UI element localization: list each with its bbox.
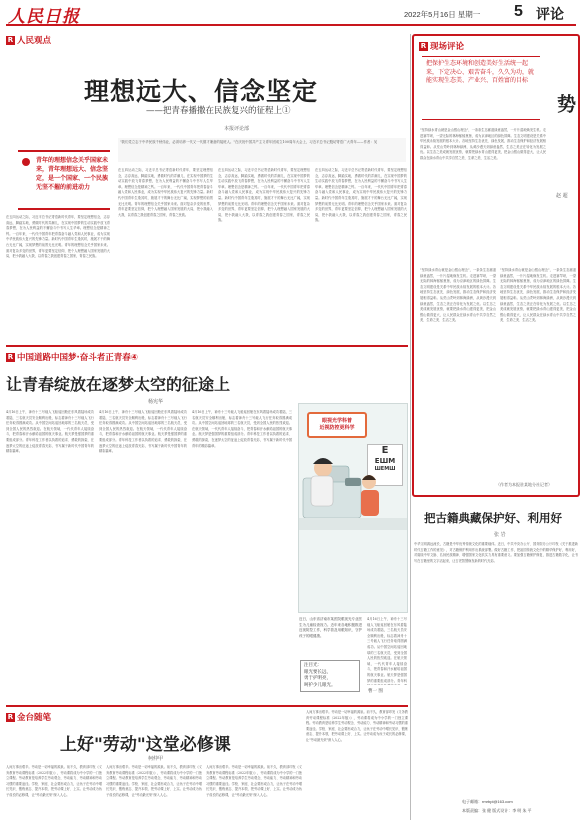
ancient-books-title: 把古籍典藏保护好、利用好 (424, 511, 562, 525)
illustration-sign-line2: 近视防控更科学 (319, 425, 355, 431)
people-view-body-col3: 在五四运动之际，习近平总书记寄语新时代青年，要坚定理想信念，志存高远，脚踏实地，勇做时代的弄潮儿，在实现中国梦的生动实践中放飞青春梦想，在为人民利益的不懈奋斗中书写人生华章。理想信念是精神之钙。一百年来，一代代中国青年把青春奋斗融入党和人民事业，成为实现中华民族伟大复兴的先锋力量。新时代中国青年生逢其时，施展才干的舞台无比广阔，实现梦想的前景无比光明。青年的理想信念关乎国家未来。面对复杂多变的世界，青年更要坚定信仰，把个人理想融入国家发展的大局，把小我融入大我，以青春之我创建青春之国家，青春之民族。 (218, 168, 310, 223)
observation-body-col2: "坚持绿水青山就是金山银山理念"，一条条生态廊道绿意盎然，一片片湿地焕发生机。走进塞罕坝，一望无际的林海郁郁葱葱，成为京津地区的绿色屏障。生态文明建设是关系中华民族永续发展的根本大计。各地坚持生态优先、绿色发展，推动生态保护和经济发展相得益彰。从荒山秃岭到林海绿洲，从黄沙漫天到绿意盎然，生态之美正在转化为发展之优。以生态之美成就发展优势，就要把绿水青山建得更美，把金山银山做得更大，让人民群众在绿水青山中共享自然之美、生命之美、生活之美。 (500, 268, 576, 323)
observation-tag (419, 40, 464, 52)
eye-exam-scene-icon (299, 438, 408, 530)
people-view-subtitle: ——把青春播撒在民族复兴的征程上① (146, 106, 291, 116)
illustration-eye-exam (298, 403, 408, 613)
poem-line-1: 注目光： (304, 663, 322, 668)
golden-pen-title: 上好"劳动"这堂必修课 (60, 735, 231, 755)
people-view-body-col1: 在五四运动之际，习近平总书记寄语新时代青年，要坚定理想信念，志存高远，脚踏实地，勇做时代的弄潮儿，在实现中国梦的生动实践中放飞青春梦想，在为人民利益的不懈奋斗中书写人生华章。理想信念是精神之钙。一百年来，一代代中国青年把青春奋斗融入党和人民事业，成为实现中华民族伟大复兴的先锋力量。新时代中国青年生逢其时，施展才干的舞台无比广阔，实现梦想的前景无比光明。青年的理想信念关乎国家未来。面对复杂多变的世界，青年更要坚定信仰，把个人理想融入国家发展的大局，把小我融入大我，以青春之我创建青春之国家，青春之民族。 (6, 215, 110, 259)
ancient-books-body: 中华文明源远流长，古籍是中华优秀传统文化的重要载体。近日，中共中央办公厅、国务院办公厅印发《关于推进新时代古籍工作的意见》，对古籍保护利用作出系统部署。做好古籍工作，把祖国传统文化中的精华保护好，利用好，对赓续中华文脉、弘扬民族精神、增强国家文化软实力具有重要意义。要加强古籍保护修复，推进古籍数字化，让书写在古籍里的文字活起来，让古老智慧焕发新的时代光彩。 (414, 542, 578, 563)
china-path-body-col1: 4月16日上午，神舟十三号载人飞船返回舱在东风着陆场成功着陆，三名航天员安全顺利出舱，标志着神舟十三号载人飞行任务取得圆满成功。从中国空间站返回地球的三名航天员，受到全国人民的热烈欢迎。在航天领域，一代代青年人接续奋斗，把青春和汗水献给祖国的航天事业。航天梦是强国梦的重要组成部分。青年科技工作者以执着的追求、勇敢的探索，在逐梦太空的征途上绽放青春光彩，书写属于新时代中国青年的精彩篇章。 (6, 410, 94, 454)
observation-footer: （作者为本报驻某地分社记者） (496, 482, 552, 487)
column-divider (410, 34, 411, 820)
section-divider (6, 345, 408, 347)
eye-chart-row1: E (381, 445, 389, 456)
golden-pen-tag-label: 金台随笔 (17, 713, 52, 723)
illustrator-credit: 曹一 图 (368, 689, 383, 694)
golden-pen-tag (6, 711, 51, 723)
china-path-body-col2: 4月16日上午，神舟十三号载人飞船返回舱在东风着陆场成功着陆，三名航天员安全顺利出舱，标志着神舟十三号载人飞行任务取得圆满成功。从中国空间站返回地球的三名航天员，受到全国人民的热烈欢迎。在航天领域，一代代青年人接续奋斗，把青春和汗水献给祖国的航天事业。航天梦是强国梦的重要组成部分。青年科技工作者以执着的追求、勇敢的探索，在逐梦太空的征途上绽放青春光彩，书写属于新时代中国青年的精彩篇章。 (99, 410, 187, 454)
china-path-tag-label: 中国道路中国梦·奋斗者正青春④ (17, 353, 138, 363)
illustration-poem (300, 660, 360, 692)
illustration-sign-line1: 眼视光学科普 (321, 418, 352, 424)
golden-pen-body-col4: 人间万事出艰辛。劳动是一切幸福的源泉。前不久，教育部印发《义务教育劳动课程标准（2022年版）》，劳动课将成为中小学的一门独立课程。劳动教育是培养学生劳动观念、劳动能力、劳动精神和劳动习惯的重要途径。学校、家庭、社会要形成合力，让孩子在劳动中增长见识、锻炼意志、提升本领，把劳动课上好、上实。让劳动成为孩子成长的必修课，让"劳动最光荣"深入人心。 (306, 710, 408, 742)
observation-tag-letter: R (420, 42, 427, 50)
ancient-books-byline: 张 岩 (494, 532, 506, 538)
poem-line-2: 眼光要长远， (304, 669, 331, 675)
observation-box (412, 34, 580, 497)
china-path-tag-letter: R (7, 353, 14, 361)
section-name: 评论 (536, 7, 564, 23)
golden-pen-body-col2: 人间万事出艰辛。劳动是一切幸福的源泉。前不久，教育部印发《义务教育劳动课程标准（2022年版）》，劳动课将成为中小学的一门独立课程。劳动教育是培养学生劳动观念、劳动能力、劳动精神和劳动习惯的重要途径。学校、家庭、社会要形成合力，让孩子在劳动中增长见识、锻炼意志、提升本领，把劳动课上好、上实。让劳动成为孩子成长的必修课，让"劳动最光荣"深入人心。 (106, 765, 202, 797)
poem-line-4: 呵护少儿眼光。 (304, 682, 336, 688)
people-view-tag-letter: R (7, 36, 14, 44)
observation-vertical-title: 势 (554, 94, 576, 115)
people-view-body-col2: 在五四运动之际，习近平总书记寄语新时代青年，要坚定理想信念，志存高远，脚踏实地，勇做时代的弄潮儿，在实现中国梦的生动实践中放飞青春梦想，在为人民利益的不懈奋斗中书写人生华章。理想信念是精神之钙。一百年来，一代代中国青年把青春奋斗融入党和人民事业，成为实现中华民族伟大复兴的先锋力量。新时代中国青年生逢其时，施展才干的舞台无比广阔，实现梦想的前景无比光明。青年的理想信念关乎国家未来。面对复杂多变的世界，青年更要坚定信仰，把个人理想融入国家发展的大局，把小我融入大我，以青春之我创建青春之国家，青春之民族。 (118, 168, 213, 217)
newspaper-logo: 人民日报 (8, 7, 80, 27)
illustration-caption: 近日，山东省济南市某医院眼视光专业医生为儿童检查视力。近年来各地积极推进近视防控工作，科学普及用眼知识，守护孩子的眼健康。 (299, 617, 362, 638)
people-view-body-col4: 在五四运动之际，习近平总书记寄语新时代青年，要坚定理想信念，志存高远，脚踏实地，勇做时代的弄潮儿，在实现中国梦的生动实践中放飞青春梦想，在为人民利益的不懈奋斗中书写人生华章。理想信念是精神之钙。一百年来，一代代中国青年把青春奋斗融入党和人民事业，成为实现中华民族伟大复兴的先锋力量。新时代中国青年生逢其时，施展才干的舞台无比广阔，实现梦想的前景无比光明。青年的理想信念关乎国家未来。面对复杂多变的世界，青年更要坚定信仰，把个人理想融入国家发展的大局，把小我融入大我，以青春之我创建青春之国家，青春之民族。 (315, 168, 407, 223)
china-path-body-col3: 4月16日上午，神舟十三号载人飞船返回舱在东风着陆场成功着陆，三名航天员安全顺利出舱，标志着神舟十三号载人飞行任务取得圆满成功。从中国空间站返回地球的三名航天员，受到全国人民的热烈欢迎。在航天领域，一代代青年人接续奋斗，把青春和汗水献给祖国的航天事业。航天梦是强国梦的重要组成部分。青年科技工作者以执着的追求、勇敢的探索，在逐梦太空的征途上绽放青春光彩，书写属于新时代中国青年的精彩篇章。 (192, 410, 292, 448)
people-view-pull-quote: 青年的理想信念关乎国家未来，青年理想远大、信念坚定，是一个国家、一个民族无坚不摧的前进动力 (36, 157, 109, 191)
poem-line-3: 勇于护明亮， (304, 676, 331, 681)
china-path-body-col4: 4月16日上午，神舟十三号载人飞船返回舱在东风着陆场成功着陆，三名航天员安全顺利出舱，标志着神舟十三号载人飞行任务取得圆满成功。从中国空间站返回地球的三名航天员，受到全国人民的热烈欢迎。在航天领域，一代代青年人接续奋斗，把青春和汗水献给祖国的航天事业。航天梦是强国梦的重要组成部分。青年科 (367, 617, 407, 683)
golden-pen-tag-letter: R (7, 713, 14, 721)
issue-date: 2022年5月16日 星期一 (404, 10, 481, 19)
golden-pen-body-col1: 人间万事出艰辛。劳动是一切幸福的源泉。前不久，教育部印发《义务教育劳动课程标准（2022年版）》，劳动课将成为中小学的一门独立课程。劳动教育是培养学生劳动观念、劳动能力、劳动精神和劳动习惯的重要途径。学校、家庭、社会要形成合力，让孩子在劳动中增长见识、锻炼意志、提升本领，把劳动课上好、上实。让劳动成为孩子成长的必修课，让"劳动最光荣"深入人心。 (6, 765, 102, 797)
china-path-byline: 杨宪华 (148, 399, 164, 405)
china-path-tag (6, 351, 138, 363)
observation-pull-quote: 把保护生态环境和创造美好生活统一起来，下定决心、艰苦奋斗，久久为功，就能实现生态美、产业兴、百姓富的目标 (422, 56, 540, 120)
golden-pen-body-col3: 人间万事出艰辛。劳动是一切幸福的源泉。前不久，教育部印发《义务教育劳动课程标准（2022年版）》，劳动课将成为中小学的一门独立课程。劳动教育是培养学生劳动观念、劳动能力、劳动精神和劳动习惯的重要途径。学校、家庭、社会要形成合力，让孩子在劳动中增长见识、锻炼意志、提升本领，把劳动课上好、上实。让劳动成为孩子成长的必修课，让"劳动最光荣"深入人心。 (206, 765, 302, 797)
observation-body-top: "坚持绿水青山就是金山银山理念"，一条条生态廊道绿意盎然，一片片湿地焕发生机。走进塞罕坝，一望无际的林海郁郁葱葱，成为京津地区的绿色屏障。生态文明建设是关系中华民族永续发展的根本大计。各地坚持生态优先、绿色发展，推动生态保护和经济发展相得益彰。从荒山秃岭到林海绿洲，从黄沙漫天到绿意盎然，生态之美正在转化为发展之优。以生态之美成就发展优势，就要把绿水青山建得更美，把金山银山做得更大，让人民群众在绿水青山中共享自然之美、生命之美、生活之美。 (420, 128, 546, 160)
quote-bullet-icon (22, 158, 30, 166)
people-view-intro: "我们党立志于中华民族千秋伟业，必须培养一代又一代德才兼备的接班人。"在庆祝中国共产主义青年团成立100周年大会上，习近平总书记殷切寄语广大青年——作者：吴 (118, 138, 406, 162)
illustration-sign (307, 412, 367, 438)
eye-chart-row2: ЕШМ (374, 457, 396, 465)
observation-tag-label: 现场评论 (430, 42, 465, 52)
page-email: 电子邮箱：rmrbpl@163.com (462, 799, 513, 804)
page-editor-line: 本版责编：张 健 版式设计：李 明 朱 平 (462, 808, 532, 813)
observation-byline: 赵 超 (556, 193, 568, 199)
eye-chart-row3: ШЕМШ (374, 466, 396, 472)
people-view-tag (6, 34, 51, 46)
people-view-title: 理想远大、信念坚定 (84, 77, 319, 106)
page-number: 5 (514, 3, 523, 20)
golden-pen-byline: 柯仲甲 (148, 756, 164, 762)
observation-body-col1: "坚持绿水青山就是金山银山理念"，一条条生态廊道绿意盎然，一片片湿地焕发生机。走进塞罕坝，一望无际的林海郁郁葱葱，成为京津地区的绿色屏障。生态文明建设是关系中华民族永续发展的根本大计。各地坚持生态优先、绿色发展，推动生态保护和经济发展相得益彰。从荒山秃岭到林海绿洲，从黄沙漫天到绿意盎然，生态之美正在转化为发展之优。以生态之美成就发展优势，就要把绿水青山建得更美，把金山银山做得更大，让人民群众在绿水青山中共享自然之美、生命之美、生活之美。 (420, 268, 496, 323)
section-divider-2 (6, 705, 408, 707)
people-view-byline: 本报评论部 (224, 126, 250, 132)
people-view-pull-quote-box (18, 150, 110, 210)
people-view-tag-label: 人民观点 (17, 36, 52, 46)
china-path-title: 让青春绽放在逐梦太空的征途上 (6, 375, 231, 394)
masthead (6, 2, 576, 26)
